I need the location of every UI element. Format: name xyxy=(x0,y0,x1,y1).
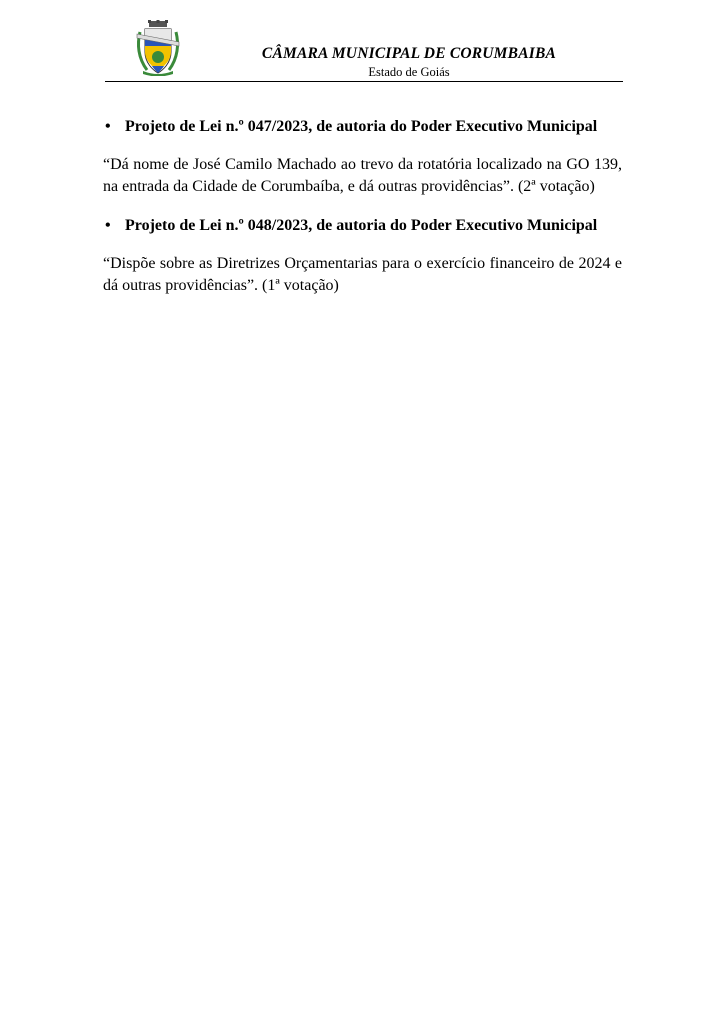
bill-title-text: Projeto de Lei n.º 047/2023, de autoria do Poder Executivo Municipal xyxy=(125,118,598,135)
chamber-name: CÂMARA MUNICIPAL DE CORUMBAIBA xyxy=(261,45,557,62)
bill-item xyxy=(103,116,622,198)
letterhead xyxy=(105,18,623,82)
bill-title-text: Projeto de Lei n.º 048/2023, de autoria do Poder Executivo Municipal xyxy=(125,217,598,234)
bill-description: “Dá nome de José Camilo Machado ao trevo da rotatória localizado na GO 139, na entrada da Cidade de Corumbaíba, e dá outras providências”. (2ª votação) xyxy=(103,156,622,195)
bill-title xyxy=(103,215,622,237)
header-divider xyxy=(105,81,623,82)
state-name: Estado de Goiás xyxy=(368,65,450,79)
bill-item xyxy=(103,215,622,297)
bill-title xyxy=(103,116,622,138)
agenda-content xyxy=(103,116,622,297)
bullet-icon: • xyxy=(105,118,111,135)
bill-description: “Dispõe sobre as Diretrizes Orçamentarias para o exercício financeiro de 2024 e dá outras providências”. (1ª votação) xyxy=(103,255,622,294)
bullet-icon: • xyxy=(105,217,111,234)
